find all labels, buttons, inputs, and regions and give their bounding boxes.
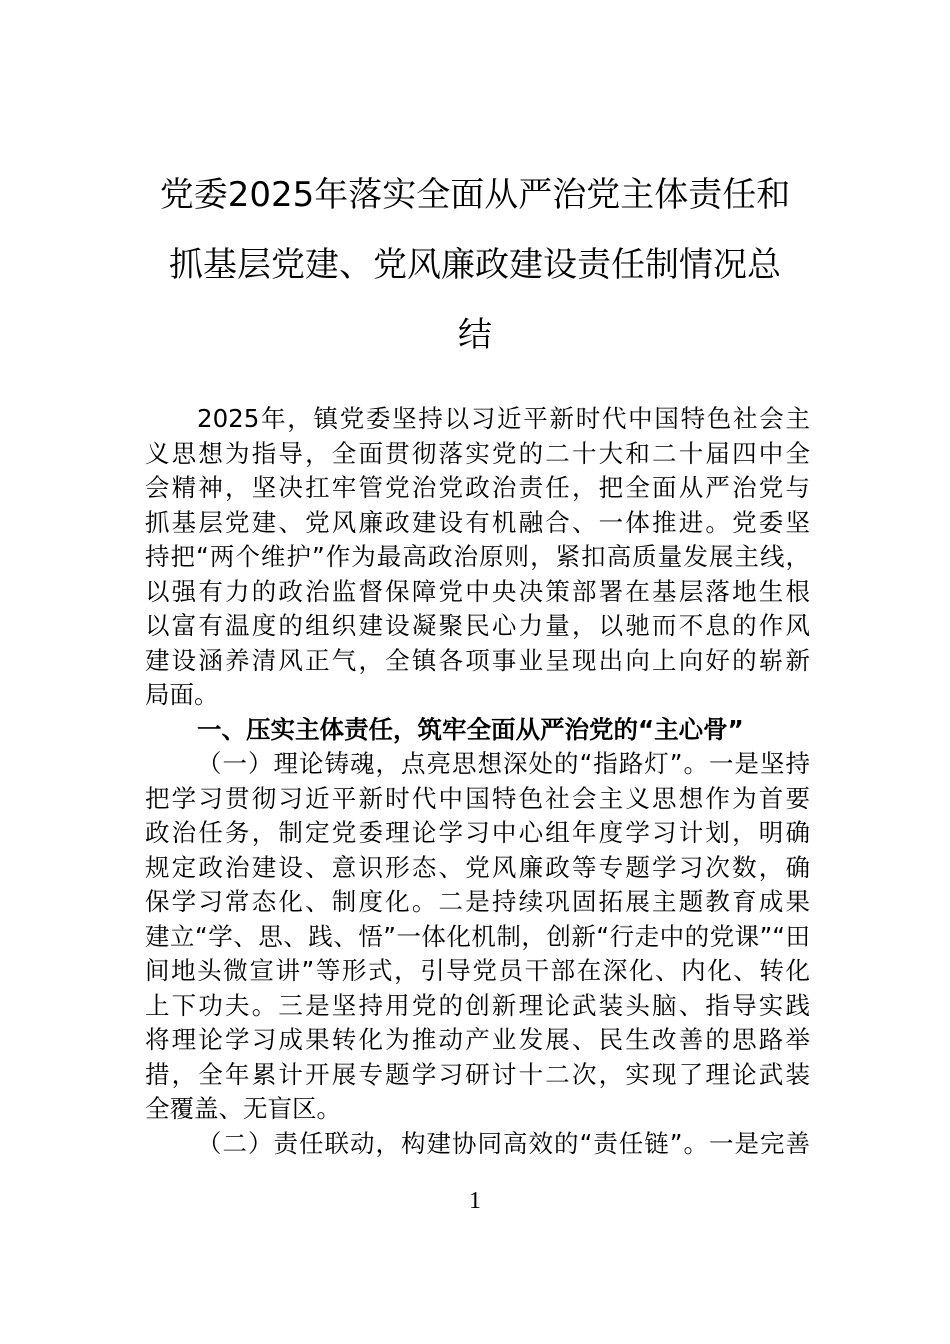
subsection-1-line: 政治任务，制定党委理论学习中心组年度学习计划，明确 (145, 818, 810, 847)
page-number: 1 (469, 1188, 481, 1214)
intro-paragraph-line: 持把“两个维护”作为最高政治原则，紧扣高质量发展主线， (145, 542, 810, 571)
intro-paragraph-line: 以强有力的政治监督保障党中央决策部署在基层落地生根 (145, 576, 810, 606)
subsection-1-line: 建立“学、思、践、悟”一体化机制，创新“行走中的党课”“田 (145, 921, 810, 951)
document-body (145, 402, 810, 1161)
subsection-1-line: （一）理论铸魂，点亮思想深处的“指路灯”。一是坚持 (197, 749, 810, 778)
document-title (140, 160, 810, 370)
intro-paragraph-line: 建设涵养清风正气，全镇各项事业呈现出向上向好的崭新 (145, 645, 810, 675)
intro-paragraph-line: 以富有温度的组织建设凝聚民心力量，以驰而不息的作风 (145, 611, 810, 640)
subsection-1-line: 间地头微宣讲”等形式，引导党员干部在深化、内化、转化 (145, 956, 810, 985)
subsection-1-line: 保学习常态化、制度化。二是持续巩固拓展主题教育成果 (145, 887, 810, 916)
subsection-1-line: 措，全年累计开展专题学习研讨十二次，实现了理论武装 (145, 1059, 810, 1089)
title-line-2: 抓基层党建、党风廉政建设责任制情况总 (169, 245, 781, 285)
subsection-1-line: 将理论学习成果转化为推动产业发展、民生改善的思路举 (145, 1025, 810, 1054)
subsection-1-line: 规定政治建设、意识形态、党风廉政等专题学习次数，确 (145, 852, 810, 882)
intro-paragraph-line: 会精神，坚决扛牢管党治党政治责任，把全面从严治党与 (145, 473, 810, 502)
subsection-1-line: 把学习贯彻习近平新时代中国特色社会主义思想作为首要 (145, 783, 810, 813)
subsection-1-line: 全覆盖、无盲区。 (145, 1094, 341, 1123)
intro-paragraph-line: 局面。 (145, 680, 219, 709)
title-line-1: 党委2025年落实全面从严治党主体责任和 (159, 175, 791, 215)
title-line-3: 结 (458, 315, 492, 355)
intro-paragraph-line: 义思想为指导，全面贯彻落实党的二十大和二十届四中全 (145, 438, 810, 468)
intro-paragraph-line: 2025年，镇党委坚持以习近平新时代中国特色社会主 (197, 404, 810, 433)
intro-paragraph-line: 抓基层党建、党风廉政建设有机融合、一体推进。党委坚 (145, 507, 810, 537)
subsection-2-line: （二）责任联动，构建协同高效的“责任链”。一是完善 (197, 1128, 810, 1158)
section-heading-1: 一、压实主体责任，筑牢全面从严治党的“主心骨” (197, 714, 744, 744)
subsection-1-line: 上下功夫。三是坚持用党的创新理论武装头脑、指导实践 (145, 990, 810, 1020)
